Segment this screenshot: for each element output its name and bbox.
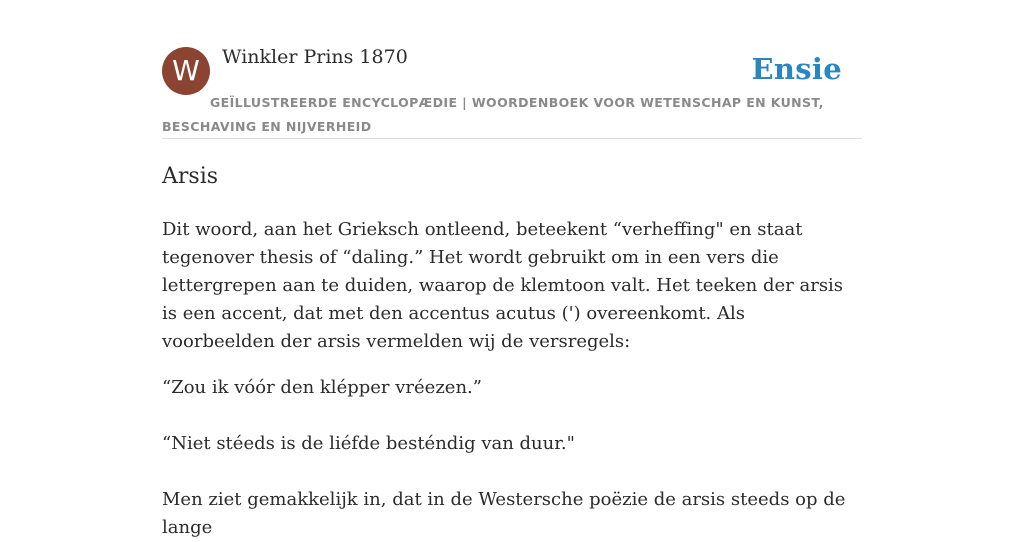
entry-paragraph: Dit woord, aan het Grieksch ontleend, beteekent “verheffing" en staat tegenover thesis of “daling.” Het wordt gebruikt om in een vers die lettergrepen aan te duiden, waarop de klemtoon valt. Het teeken der arsis is een accent, dat met den accentus acutus (') overeenkomt. Als voorbeelden der arsis vermelden wij de versregels: bbox=[162, 219, 844, 352]
header bbox=[162, 0, 862, 139]
source-title[interactable]: Winkler Prins 1870 bbox=[222, 46, 408, 68]
entry-title: Arsis bbox=[162, 164, 219, 189]
verse-line: “Zou ik vóór den klépper vréezen.” bbox=[162, 377, 482, 398]
ensie-logo-link[interactable]: Ensie bbox=[751, 52, 842, 86]
entry-paragraph: Men ziet gemakkelijk in, dat in de Westersche poëzie de arsis steeds op de lange bbox=[162, 489, 846, 538]
page bbox=[162, 0, 862, 538]
source-avatar[interactable]: W bbox=[162, 47, 210, 95]
verse-line: “Niet stéeds is de liéfde besténdig van duur." bbox=[162, 433, 575, 454]
source-subtitle: GEÏLLUSTREERDE ENCYCLOPÆDIE | WOORDENBOEK VOOR WETENSCHAP EN KUNST, BESCHAVING EN NIJVERHEID bbox=[162, 95, 824, 134]
